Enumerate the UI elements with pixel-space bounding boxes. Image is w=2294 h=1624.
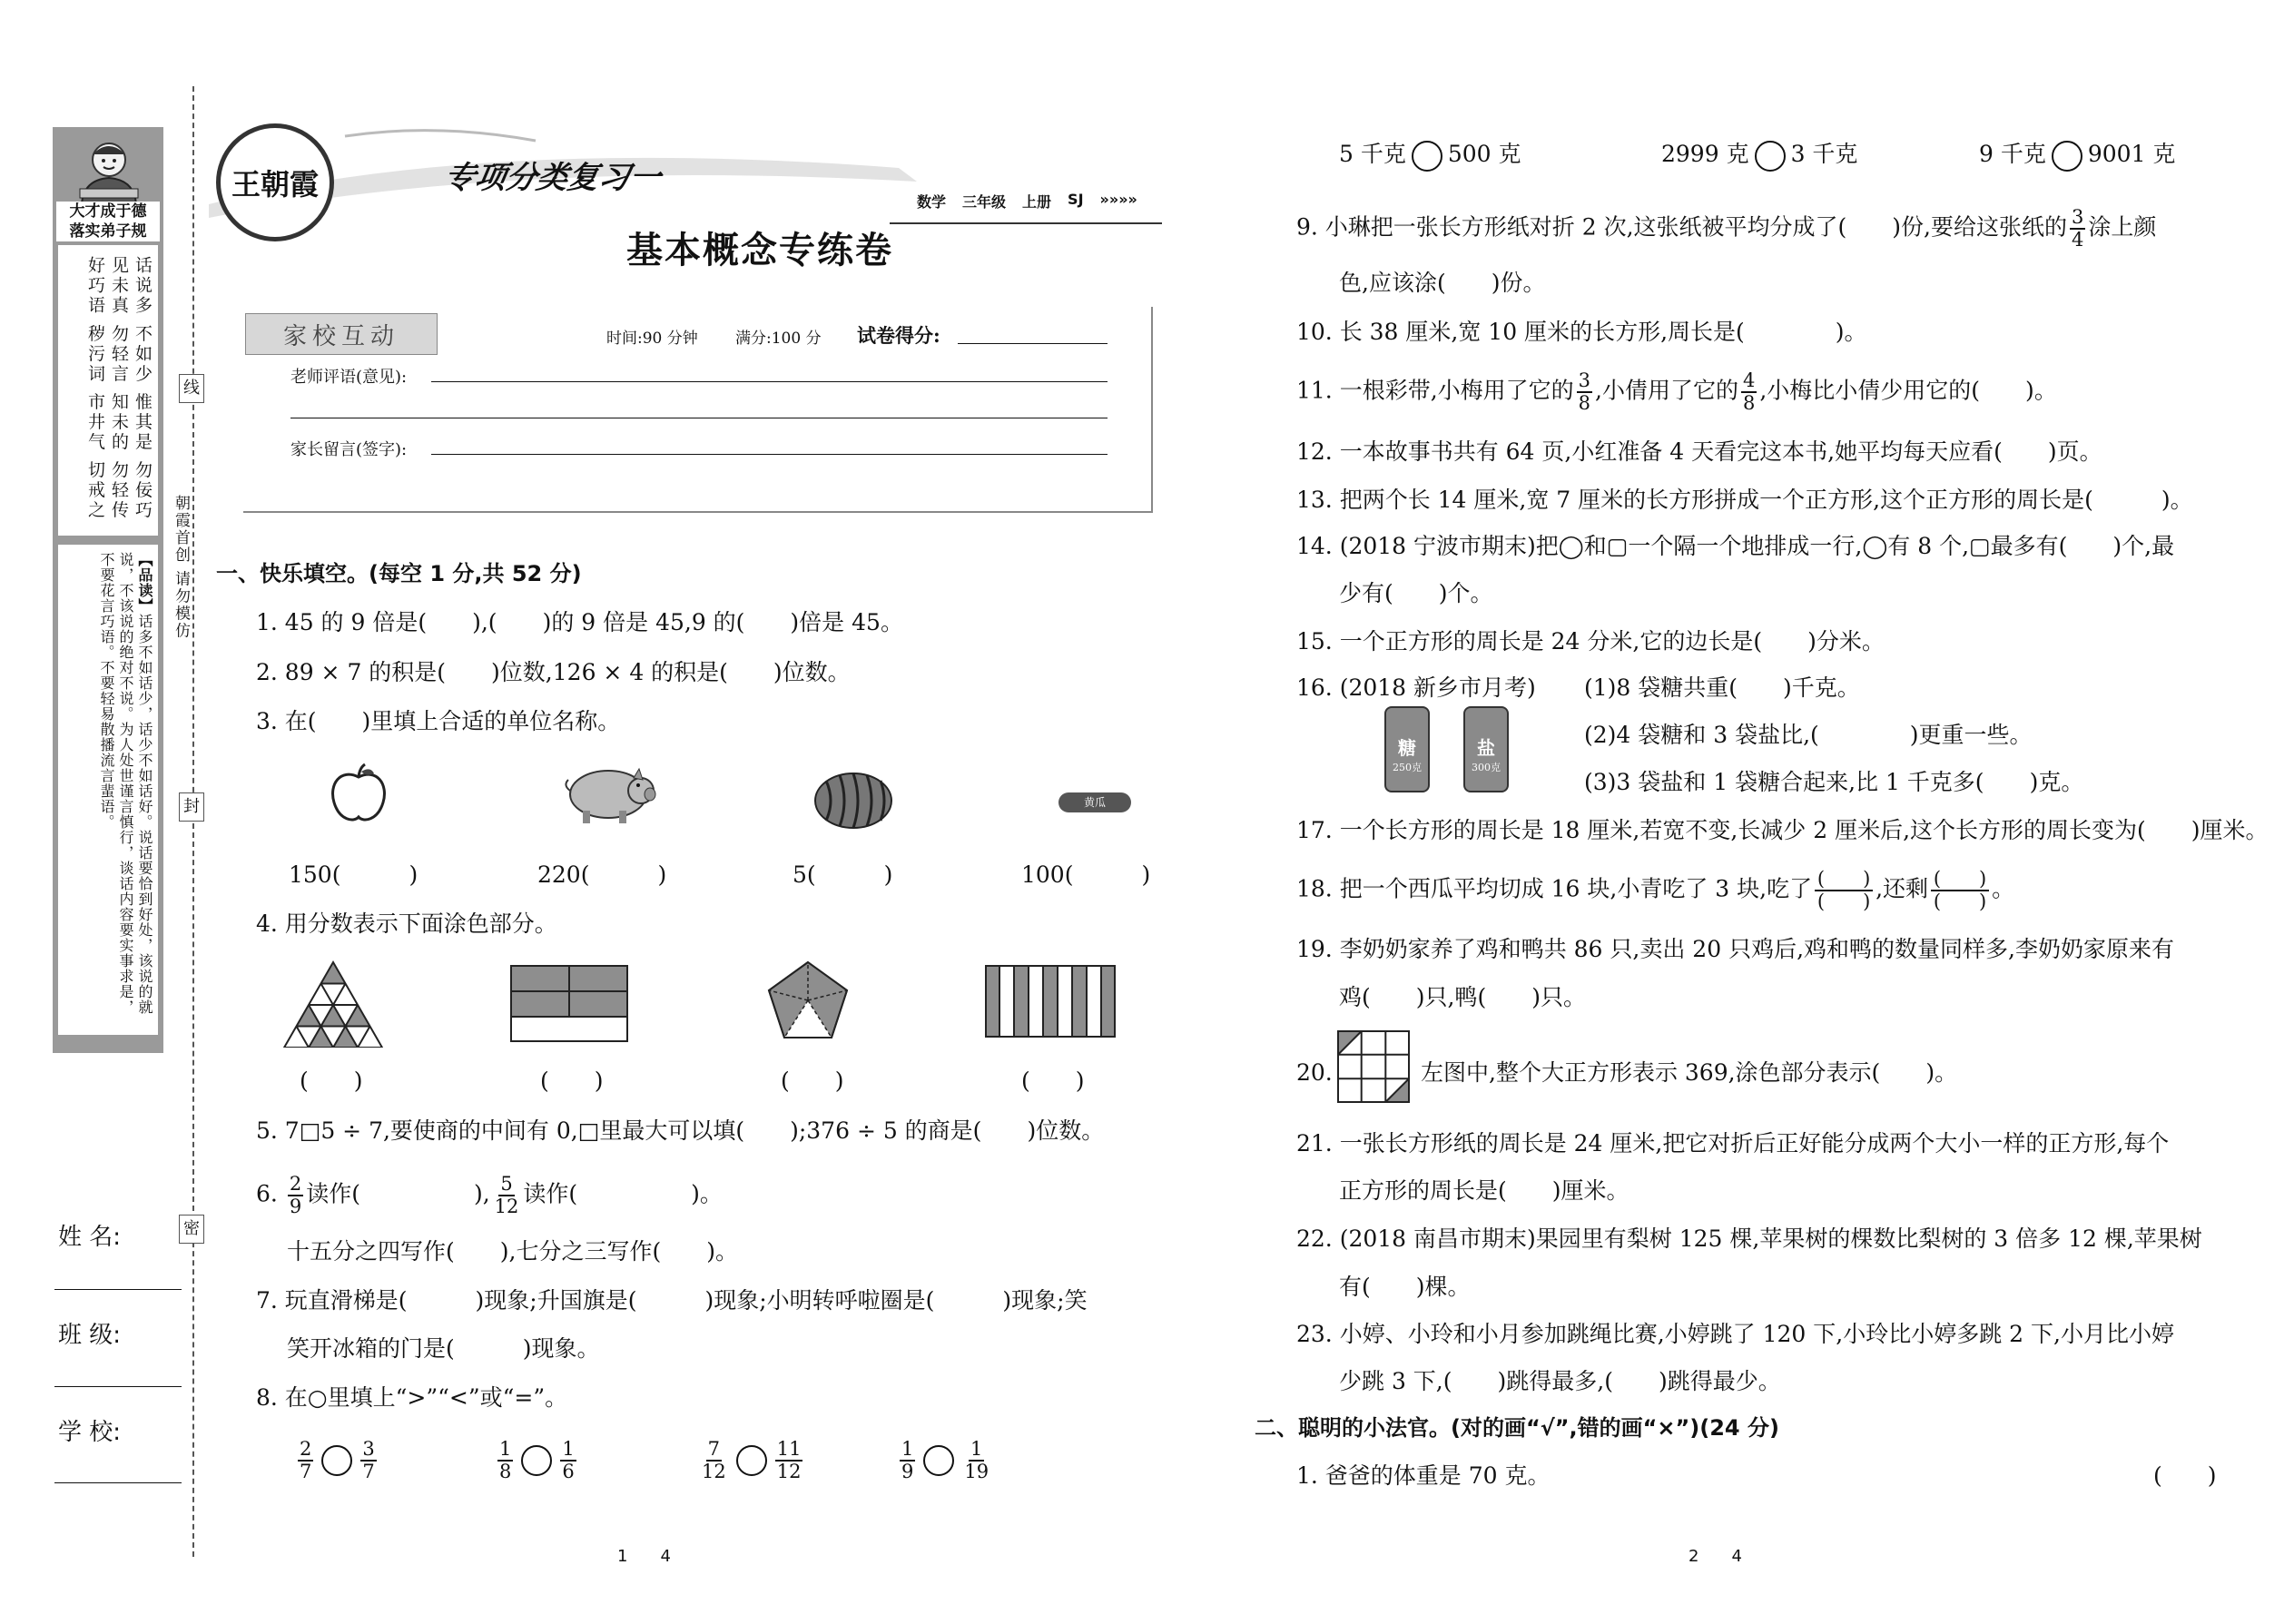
score-field[interactable] xyxy=(958,343,1108,344)
poem-col: 话说多 xyxy=(133,256,153,316)
poem-col: 好巧语 xyxy=(85,256,105,316)
sidebar-poem xyxy=(58,245,158,536)
poem-col: 惟其是 xyxy=(133,392,153,453)
question-8: 8. 在○里填上“>”“<”或“=”。 xyxy=(256,1384,568,1411)
fraction: $\frac{4}{8}$ xyxy=(1742,369,1756,414)
q8-compare-units: 5 千克 500 克 xyxy=(1339,140,1521,172)
teacher-comment-label: 老师评语(意见): xyxy=(290,368,408,387)
q4-blank[interactable]: ( ) xyxy=(781,1068,844,1094)
fraction: $\frac{2}{7}$ xyxy=(300,1438,312,1482)
fraction: $\frac{3}{4}$ xyxy=(2072,206,2084,251)
q6-number: 6. xyxy=(256,1180,278,1207)
stripes-figure xyxy=(985,965,1116,1041)
fraction-blank[interactable]: ( ) ( ) xyxy=(1931,869,1989,912)
score-info: 满分:100 分 xyxy=(735,330,822,348)
question-4: 4. 用分数表示下面涂色部分。 xyxy=(256,910,557,937)
brand-logo-text: 王朝霞 xyxy=(231,167,319,202)
poem-col: 知未的 xyxy=(109,392,129,453)
cut-label: 密 xyxy=(179,1215,204,1244)
fraction-blank[interactable]: ( ) ( ) xyxy=(1815,869,1873,912)
home-school-badge xyxy=(245,313,438,355)
sugar-bag-weight: 250克 xyxy=(1393,762,1422,773)
compare-circle[interactable] xyxy=(736,1445,767,1476)
sidebar-mascot xyxy=(64,136,154,204)
question-20: 左图中,整个大正方形表示 369,涂色部分表示( )。 xyxy=(1421,1059,1958,1086)
question-1: 1. 45 的 9 倍是( ),( )的 9 倍是 45,9 的( )倍是 45。 xyxy=(256,609,903,635)
time-info: 时间:90 分钟 xyxy=(606,330,698,348)
question-21: 21. 一张长方形纸的周长是 24 厘米,把它对折后正好能分成两个大小一样的正方形,每个 xyxy=(1296,1130,2170,1156)
fraction: $\frac{1}{8}$ xyxy=(499,1438,512,1482)
score-label: 试卷得分: xyxy=(857,324,940,347)
subject-tag: 三年级 xyxy=(962,193,1007,211)
poem-col: 切戒之 xyxy=(85,460,105,521)
poem-col: 勿轻言 xyxy=(109,324,129,385)
sidebar-commentary xyxy=(58,545,158,1035)
question-23-line2: 少跳 3 下,( )跳得最多,( )跳得最少。 xyxy=(1339,1368,1781,1394)
q4-blank[interactable]: ( ) xyxy=(540,1068,604,1094)
question-22-line2: 有( )棵。 xyxy=(1339,1274,1471,1300)
cut-label: 线 xyxy=(179,374,204,403)
fraction: $\frac{11}{12}$ xyxy=(776,1438,802,1482)
parent-comment-label: 家长留言(签字): xyxy=(290,440,408,459)
home-school-text: 家校互动 xyxy=(282,322,399,350)
question-12: 12. 一本故事书共有 64 页,小红准备 4 天看完这本书,她平均每天应看( )页。 xyxy=(1296,438,2102,465)
parent-comment-field[interactable] xyxy=(431,454,1108,455)
q3-blank-cucumber[interactable]: 100( ) xyxy=(1021,861,1151,888)
question-9: 9. 小琳把一张长方形纸对折 2 次,这张纸被平均分成了( )份,要给这张纸的 $\frac{3}{4}$ 涂上颜 xyxy=(1296,206,2157,251)
grid-figure xyxy=(1337,1030,1410,1107)
school-label: 学 校: xyxy=(58,1419,122,1446)
subject-tag: 数学 xyxy=(917,193,947,211)
question-18: 18. 把一个西瓜平均切成 16 块,小青吃了 3 块,吃了 ( ) ( ) ,还剩 ( ) ( ) 。 xyxy=(1296,868,2015,912)
fraction: $\frac{3}{8}$ xyxy=(1578,369,1591,414)
subject-tag: SJ xyxy=(1068,191,1084,208)
cut-line xyxy=(192,86,194,1557)
fraction: $\frac{7}{12}$ xyxy=(702,1438,726,1482)
poem-col: 不如少 xyxy=(133,324,153,385)
q4-blank[interactable]: ( ) xyxy=(1021,1068,1085,1094)
question-13: 13. 把两个长 14 厘米,宽 7 厘米的长方形拼成一个正方形,这个正方形的周长是( )。 xyxy=(1296,487,2193,513)
commentary-text: 话多不如话少，话少不如话好。说话要恰到好处，该说的就说，不该说的绝对不说。为人处世谨言慎行，谈话内容要实事求是，不要花言巧语。不要轻易散播流言蜚语。 xyxy=(98,552,153,1015)
q4-blank[interactable]: ( ) xyxy=(300,1068,363,1094)
brand-logo xyxy=(216,123,334,241)
q8-compare xyxy=(697,1439,805,1482)
question-23: 23. 小婷、小玲和小月参加跳绳比赛,小婷跳了 120 下,小玲比小婷多跳 2 下,小月比小婷 xyxy=(1296,1321,2174,1347)
page-number-left: 1 4 xyxy=(617,1547,671,1566)
main-title: 基本概念专练卷 xyxy=(626,229,893,271)
commentary-title: 【品读】 xyxy=(136,552,153,614)
apple-icon xyxy=(327,763,390,830)
pentagon-figure xyxy=(767,960,849,1044)
q8-compare xyxy=(295,1439,379,1482)
compare-circle[interactable] xyxy=(521,1445,552,1476)
q6-read-b: 读作( )。 xyxy=(523,1180,723,1207)
rectangle-figure xyxy=(510,965,628,1046)
question-2: 2. 89 × 7 的积是( )位数,126 × 4 的积是( )位数。 xyxy=(256,659,851,685)
question-16-sub3: (3)3 袋盐和 1 袋糖合起来,比 1 千克多( )克。 xyxy=(1584,769,2084,795)
subject-tags xyxy=(917,191,1137,212)
compare-circle[interactable] xyxy=(321,1445,352,1476)
school-field[interactable] xyxy=(54,1482,182,1483)
poem-col: 秽污词 xyxy=(85,324,105,385)
compare-circle[interactable] xyxy=(923,1445,954,1476)
q8-compare-units: 2999 克 3 千克 xyxy=(1661,140,1857,172)
question-15: 15. 一个正方形的周长是 24 分米,它的边长是( )分米。 xyxy=(1296,628,1885,655)
question-16: 16. (2018 新乡市月考) xyxy=(1296,674,1536,701)
question-3: 3. 在( )里填上合适的单位名称。 xyxy=(256,708,621,734)
question-14-line2: 少有( )个。 xyxy=(1339,580,1493,606)
question-22: 22. (2018 南昌市期末)果园里有梨树 125 棵,苹果树的棵数比梨树的 3 倍多 12 棵,苹果树 xyxy=(1296,1225,2202,1252)
cucumber-icon xyxy=(1058,792,1131,812)
page-number-right: 2 4 xyxy=(1689,1547,1742,1566)
question-19-line2: 鸡( )只,鸭( )只。 xyxy=(1339,984,1586,1010)
question-10: 10. 长 38 厘米,宽 10 厘米的长方形,周长是( )。 xyxy=(1296,319,1867,345)
pig-icon xyxy=(563,758,658,830)
triangle-figure xyxy=(283,960,383,1051)
fraction: $\frac{1}{19}$ xyxy=(964,1438,989,1482)
question-9-line2: 色,应该涂( )份。 xyxy=(1339,270,1546,296)
fraction: $\frac{1}{6}$ xyxy=(562,1438,575,1482)
sidebar-motto: 大才成于德 落实弟子规 xyxy=(56,202,160,241)
q8-compare-units: 9 千克 9001 克 xyxy=(1979,140,2175,172)
question-16-sub1: (1)8 袋糖共重( )千克。 xyxy=(1584,674,1860,701)
question-17: 17. 一个长方形的周长是 18 厘米,若宽不变,长减少 2 厘米后,这个长方形的周长变为( )厘米。 xyxy=(1296,817,2269,843)
compare-circle[interactable] xyxy=(2052,141,2082,172)
question-16-sub2: (2)4 袋糖和 3 袋盐比,( )更重一些。 xyxy=(1584,722,2033,748)
cut-label: 封 xyxy=(179,792,204,822)
fraction: $\frac{3}{7}$ xyxy=(362,1438,375,1482)
question-5: 5. 7□5 ÷ 7,要使商的中间有 0,□里最大可以填( );376 ÷ 5 的商是( )位数。 xyxy=(256,1117,1105,1144)
q3-blank-pig[interactable]: 220( ) xyxy=(537,861,667,888)
watermelon-icon xyxy=(812,770,894,835)
section2-title: 二、聪明的小法官。(对的画“√”,错的画“×”)(24 分) xyxy=(1255,1415,1779,1441)
question-21-line2: 正方形的周长是( )厘米。 xyxy=(1339,1177,1629,1204)
name-label: 姓 名: xyxy=(58,1224,122,1251)
question-14: 14. (2018 宁波市期末)把◯和▢一个隔一个地排成一行,◯有 8 个,▢最多有( )个,最 xyxy=(1296,533,2175,559)
question-19: 19. 李奶奶家养了鸡和鸭共 86 只,卖出 20 只鸡后,鸡和鸭的数量同样多,李奶奶家原来有 xyxy=(1296,936,2174,962)
q6-read-a: 读作( ), xyxy=(306,1180,490,1207)
sugar-bag-name: 糖 xyxy=(1398,737,1416,759)
question-6-line2: 十五分之四写作( ),七分之三写作( )。 xyxy=(287,1238,738,1265)
copyright-note: 朝霞首创 请勿模仿 xyxy=(172,495,190,640)
fraction: $\frac{5}{12}$ xyxy=(494,1173,519,1217)
poem-col: 勿轻传 xyxy=(109,460,129,521)
name-field[interactable] xyxy=(54,1289,182,1290)
question-20-number: 20. xyxy=(1296,1059,1333,1086)
class-label: 班 级: xyxy=(58,1322,122,1349)
sugar-bag xyxy=(1384,706,1430,792)
poem-col: 见未真 xyxy=(109,256,129,316)
subject-tag: 上册 xyxy=(1022,193,1052,211)
poem-col: 市井气 xyxy=(85,392,105,453)
q8-compare xyxy=(495,1439,579,1482)
question-6 xyxy=(256,1174,723,1217)
fraction: $\frac{2}{9}$ xyxy=(289,1173,302,1217)
salt-bag-name: 盐 xyxy=(1477,737,1495,759)
judge-answer-1[interactable]: ( ) xyxy=(2153,1462,2217,1489)
poem-col: 勿佞巧 xyxy=(133,460,153,521)
header-rule xyxy=(890,222,1162,224)
salt-bag-weight: 300克 xyxy=(1472,762,1501,773)
q8-compare xyxy=(897,1439,993,1482)
question-11: 11. 一根彩带,小梅用了它的 $\frac{3}{8}$ ,小倩用了它的 $\frac{4}{8}$ ,小梅比小倩少用它的( )。 xyxy=(1296,369,2057,414)
question-7: 7. 玩直滑梯是( )现象;升国旗是( )现象;小明转呼啦圈是( )现象;笑 xyxy=(256,1287,1088,1314)
salt-bag xyxy=(1463,706,1509,792)
cucumber-label: 黄瓜 xyxy=(1083,796,1106,809)
compare-circle[interactable] xyxy=(1412,141,1442,172)
teacher-comment-field[interactable] xyxy=(431,381,1108,382)
fraction: $\frac{1}{9}$ xyxy=(901,1438,914,1482)
judge-question-1: 1. 爸爸的体重是 70 克。 xyxy=(1296,1462,1551,1489)
section1-title: 一、快乐填空。(每空 1 分,共 52 分) xyxy=(216,561,582,586)
class-field[interactable] xyxy=(54,1386,182,1387)
question-7-line2: 笑开冰箱的门是( )现象。 xyxy=(287,1335,600,1362)
q3-blank-apple[interactable]: 150( ) xyxy=(289,861,418,888)
q3-blank-watermelon[interactable]: 5( ) xyxy=(793,861,893,888)
compare-circle[interactable] xyxy=(1755,141,1786,172)
series-title: 专项分类复习一 xyxy=(440,160,664,196)
chevrons-icon: »»»» xyxy=(1099,191,1137,208)
